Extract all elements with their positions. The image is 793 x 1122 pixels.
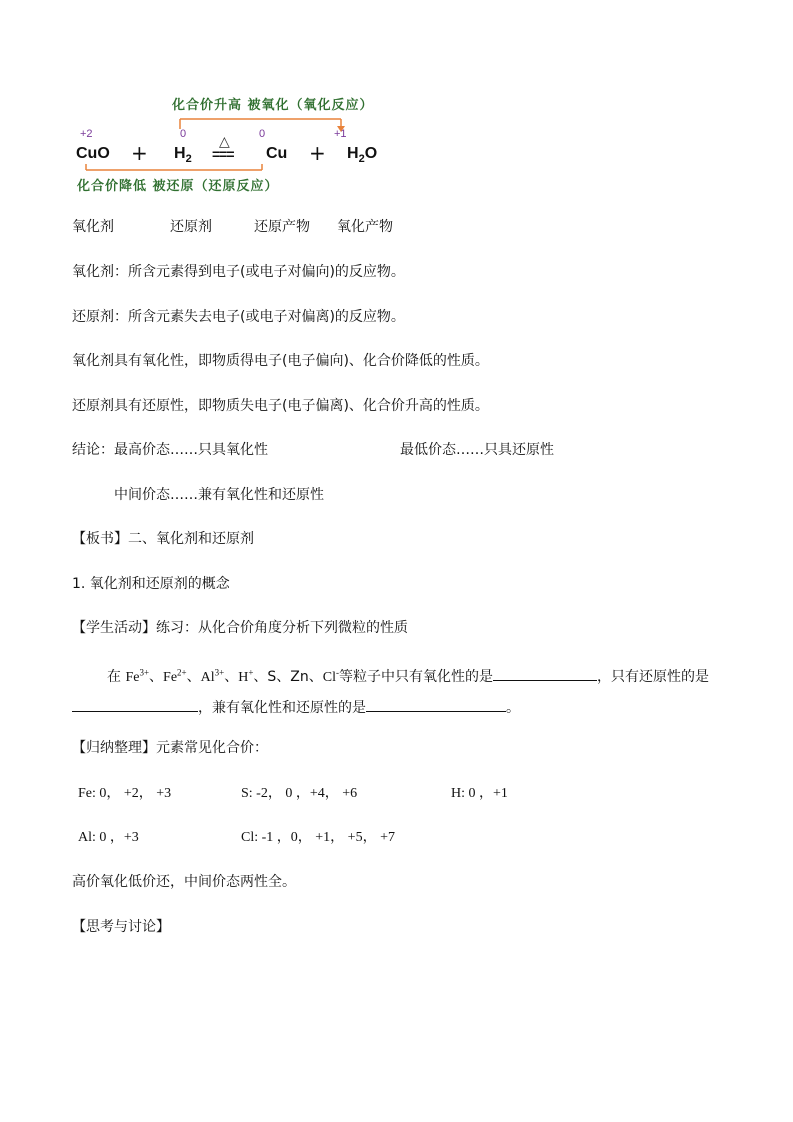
term-oxidant: 氧化剂 (72, 219, 114, 235)
answer-blank-oxidizing[interactable] (493, 666, 597, 681)
bracket-lines (0, 0, 793, 200)
definition-reducing-property: 还原剂具有还原性，即物质失电子(电子偏离)、化合价升高的性质。 (72, 398, 489, 414)
valence-h: H: 0 ，+1 (451, 786, 508, 801)
conclusion-lowest: 最低价态……只具还原性 (400, 442, 554, 458)
section-heading: 1. 氧化剂和还原剂的概念 (72, 576, 230, 592)
conclusion-middle: 中间价态……兼有氧化性和还原性 (114, 487, 324, 503)
valence-fe: Fe: 0， +2， +3 (78, 786, 172, 801)
heat-icon: △ (219, 134, 230, 150)
term-reductant: 还原剂 (170, 219, 212, 235)
plus-sign: + (309, 141, 326, 165)
term-reduction-product: 还原产物 (254, 219, 310, 235)
answer-blank-reducing[interactable] (72, 697, 198, 712)
formula-cu: Cu (266, 145, 288, 162)
formula-h2o: $H_2O$ (347, 145, 378, 166)
ox-state-h2: 0 (180, 128, 187, 140)
ox-state-h2o: +1 (334, 128, 347, 140)
conclusion-highest: 结论：最高价态……只具氧化性 (72, 442, 268, 458)
activity-heading: 【学生活动】练习：从化合价角度分析下列微粒的性质 (72, 620, 408, 636)
valence-s: S: -2， 0 ，+4， +6 (241, 786, 358, 801)
formula-h2: $H_2$ (174, 145, 192, 166)
discussion-heading: 【思考与讨论】 (72, 919, 170, 935)
valence-cl: Cl: -1 ，0， +1， +5， +7 (241, 830, 395, 845)
ox-state-cuo: +2 (80, 128, 93, 140)
exercise-line-1: 在 $Fe^{3+}$、$Fe^{2+}$、$Al^{3+}$、H+、S、Zn、Cl-等粒子中只有氧化性的是 ，只有还原性的是 (107, 667, 709, 685)
board-heading: 【板书】二、氧化剂和还原剂 (72, 531, 254, 547)
definition-oxidant: 氧化剂：所含元素得到电子(或电子对偏向)的反应物。 (72, 264, 405, 280)
equals-sign: === (212, 146, 234, 162)
oxidation-label: 化合价升高 被氧化（氧化反应） (172, 98, 374, 113)
ox-state-cu: 0 (259, 128, 266, 140)
term-oxidation-product: 氧化产物 (337, 219, 393, 235)
definition-reductant: 还原剂：所含元素失去电子(或电子对偏离)的反应物。 (72, 309, 405, 325)
exercise-line-2: ，兼有氧化性和还原性的是 。 (72, 697, 520, 715)
summary-heading: 【归纳整理】元素常见化合价： (72, 740, 268, 756)
rhyme-text: 高价氧化低价还，中间价态两性全。 (72, 874, 296, 890)
definition-oxidizing-property: 氧化剂具有氧化性，即物质得电子(电子偏向)、化合价降低的性质。 (72, 353, 489, 369)
formula-cuo: CuO (76, 145, 110, 162)
reduction-label: 化合价降低 被还原（还原反应） (77, 179, 279, 194)
plus-sign: + (131, 141, 148, 165)
answer-blank-both[interactable] (366, 697, 506, 712)
valence-al: Al: 0 ，+3 (78, 830, 139, 845)
